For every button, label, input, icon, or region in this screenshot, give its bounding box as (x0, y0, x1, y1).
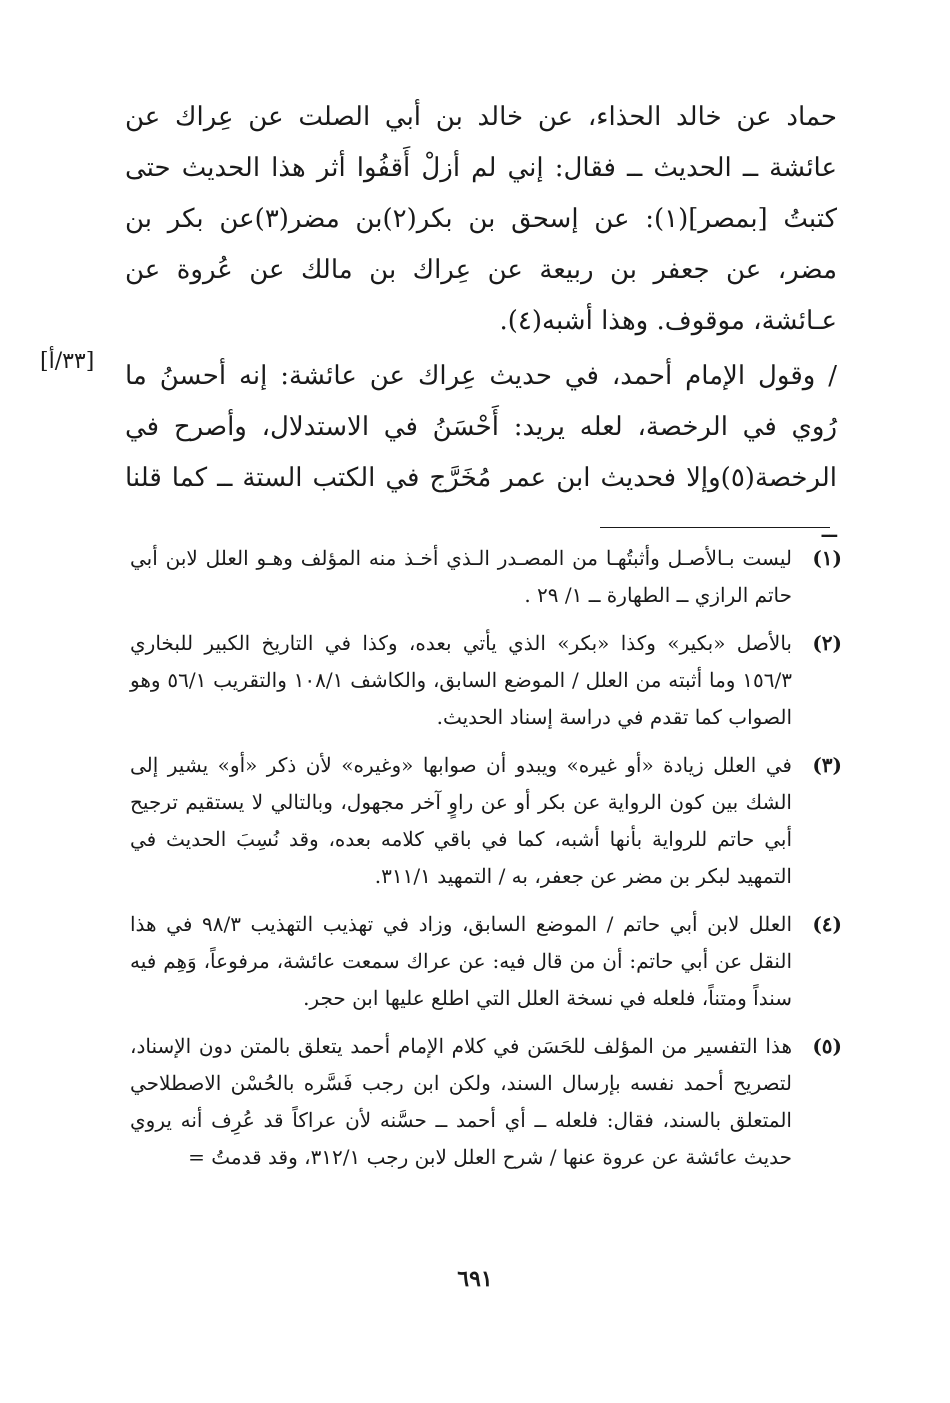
footnote-number: (٤) (812, 912, 842, 936)
page-number: ٦٩١ (457, 1266, 493, 1292)
footnote-5 (130, 1028, 842, 1176)
footnote-text: في العلل زيادة «أو غيره» ويبدو أن صوابها «وغيره» لأن ذكر «أو» يشير إلى الشك بين كون الرواية عن بكر أو عن راوٍ آخر مجهول، وبالتالي لا يستقيم ترجيح أبي حاتم للرواية بأنها أشبه، كما في باقي كلامه بعده، وقد نُسِبَ الحديث في التمهيد لبكر بن مضر عن جعفر، به / التمهيد ٣١١/١. (130, 753, 792, 888)
footnote-text: العلل لابن أبي حاتم / الموضع السابق، وزاد في تهذيب التهذيب ٩٨/٣ في هذا النقل عن أبي حاتم: أن من قال فيه: عن عراك سمعت عائشة، مرفوعاً، وَهِم فيه سنداً ومتناً، فلعله في نسخة العلل التي اطلع عليها ابن حجر. (130, 912, 793, 1010)
main-text (125, 92, 837, 555)
footnote-number: (٥) (812, 1034, 842, 1058)
footnote-3 (130, 747, 842, 895)
footnote-number: (١) (812, 546, 842, 570)
footnote-text: هذا التفسير من المؤلف للحَسَن في كلام الإمام أحمد يتعلق بالمتن دون الإسناد، لتصريح أحمد نفسه بإرسال السند، ولكن ابن رجب فَسَّره بالحُسْن الاصطلاحي المتعلق بالسند، فقال: فلعله ــ أي أحمد ــ حسَّنه لأن عراكاً قد عُرِف أنه يروي حديث عائشة عن عروة عنها / شرح العلل لابن رجب ٣١٢/١، وقد قدمتُ = (130, 1034, 792, 1169)
footnotes (130, 540, 842, 1187)
footnote-text: ليست بـالأصـل وأثبتُهـا من المصـدر الـذي أخـذ منه المؤلف وهـو العلل لابن أبي حاتم الرازي ــ الطهارة ــ ١/ ٢٩ . (130, 546, 792, 607)
footnote-number: (٢) (812, 631, 842, 655)
footnote-separator-rule (600, 527, 830, 528)
footnote-number: (٣) (812, 753, 842, 777)
margin-folio-reference: [٣٣/أ] (40, 349, 95, 374)
footnote-4 (130, 906, 842, 1017)
main-paragraph-1: حماد عن خالد الحذاء، عن خالد بن أبي الصلت عن عِراك عن عائشة ــ الحديث ــ فقال: إني لم أزلْ أَقفُوا أثر هذا الحديث حتى كتبتُ [بمصر](١): عن إسحق بن بكر(٢)بن مضر(٣)عن بكر بن مضر، عن جعفر بن ربيعة عن عِراك بن مالك عن عُروة عن عـائشة، موقوف. وهذا أشبه(٤). (125, 102, 837, 336)
footnote-text: بالأصل «بكير» وكذا «بكر» الذي يأتي بعده، وكذا في التاريخ الكبير للبخاري ١٥٦/٣ وما أثبته من العلل / الموضع السابق، والكاشف ١٠٨/١ والتقريب ٥٦/١ وهو الصواب كما تقدم في دراسة إسناد الحديث. (130, 631, 792, 729)
footnote-2 (130, 625, 842, 736)
main-paragraph-2: / وقول الإمام أحمد، في حديث عِراك عن عائشة: إنه أحسنُ ما رُوي في الرخصة، لعله يريد: أَحْسَنُ في الاستدلال، وأصرح في الرخصة(٥)وإلا فحديث ابن عمر مُخَرَّج في الكتب الستة ــ كما قلنا ــ (125, 361, 837, 544)
footnote-1 (130, 540, 842, 614)
